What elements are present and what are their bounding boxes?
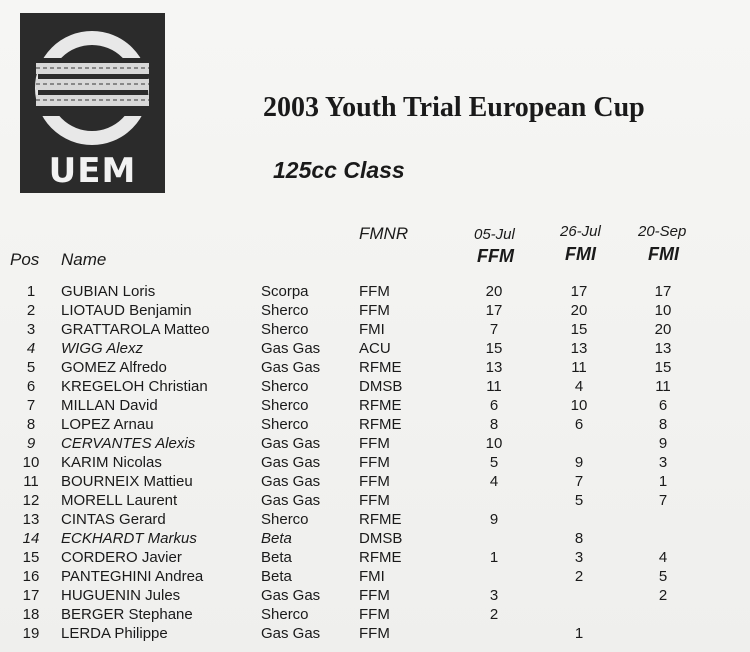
class-subtitle: 125cc Class	[273, 157, 405, 183]
round-3-points-cell: 8	[658, 416, 668, 433]
rider-name-cell: ECKHARDT Markus	[61, 530, 197, 547]
position-cell: 13	[22, 511, 40, 528]
rider-name-cell: WIGG Alexz	[61, 340, 143, 357]
round-3-points-cell: 11	[655, 378, 671, 395]
round-1-points-cell: 5	[489, 454, 499, 471]
round-1-points-cell: 1	[489, 549, 499, 566]
round-2-points-cell: 15	[570, 321, 588, 338]
uem-logo	[20, 13, 165, 193]
bike-make-cell: Gas Gas	[261, 625, 321, 642]
position-cell: 16	[22, 568, 40, 585]
document-title: 2003 Youth Trial European Cup	[263, 92, 645, 123]
position-cell: 6	[26, 378, 36, 395]
table-row	[0, 283, 750, 302]
round-3-points-cell: 3	[658, 454, 668, 471]
bike-make-cell: Gas Gas	[261, 492, 321, 509]
position-cell: 5	[26, 359, 36, 376]
federation-cell: FFM	[359, 283, 390, 300]
position-cell: 9	[26, 435, 36, 452]
bike-make-cell: Gas Gas	[261, 454, 321, 471]
bike-make-cell: Sherco	[261, 321, 309, 338]
position-cell: 12	[22, 492, 40, 509]
position-cell: 17	[22, 587, 40, 604]
round-2-points-cell: 20	[570, 302, 588, 319]
round-2-points-cell: 10	[570, 397, 588, 414]
round-2-points-cell: 8	[574, 530, 584, 547]
federation-cell: FMI	[359, 568, 385, 585]
position-cell: 1	[26, 283, 36, 300]
federation-cell: FMI	[359, 321, 385, 338]
round-2-points-cell: 11	[571, 359, 587, 376]
round-2-points-cell: 4	[574, 378, 584, 395]
name-header: Name	[61, 250, 107, 269]
round-2-points-cell: 2	[574, 568, 584, 585]
round-1-points-cell: 11	[486, 378, 502, 395]
table-row	[0, 435, 750, 454]
rider-name-cell: CORDERO Javier	[61, 549, 182, 566]
federation-cell: RFME	[359, 416, 402, 433]
rider-name-cell: BOURNEIX Mattieu	[61, 473, 193, 490]
federation-header: FMNR	[359, 224, 409, 243]
federation-cell: FFM	[359, 302, 390, 319]
bike-make-cell: Sherco	[261, 416, 309, 433]
bike-make-cell: Sherco	[261, 302, 309, 319]
round-3-points-cell: 20	[654, 321, 672, 338]
bike-make-cell: Sherco	[261, 606, 309, 623]
table-row	[0, 530, 750, 549]
round-3-points-cell: 9	[658, 435, 668, 452]
round-1-points-cell: 4	[489, 473, 499, 490]
round-1-points-cell: 10	[485, 435, 503, 452]
rider-name-cell: CINTAS Gerard	[61, 511, 166, 528]
table-row	[0, 454, 750, 473]
round-1-date: 05-Jul	[474, 226, 515, 243]
round-3-points-cell: 4	[658, 549, 668, 566]
federation-cell: FFM	[359, 606, 390, 623]
round-1-points-cell: 17	[485, 302, 503, 319]
rider-name-cell: BERGER Stephane	[61, 606, 193, 623]
round-2-points-cell: 7	[574, 473, 584, 490]
position-cell: 3	[26, 321, 36, 338]
position-cell: 11	[23, 473, 39, 490]
bike-make-cell: Beta	[261, 549, 292, 566]
round-1-points-cell: 9	[489, 511, 499, 528]
position-cell: 2	[26, 302, 36, 319]
bike-make-cell: Gas Gas	[261, 435, 321, 452]
round-3-points-cell: 5	[658, 568, 668, 585]
rider-name-cell: KREGELOH Christian	[61, 378, 208, 395]
table-row	[0, 397, 750, 416]
table-row	[0, 378, 750, 397]
rider-name-cell: LERDA Philippe	[61, 625, 168, 642]
federation-cell: FFM	[359, 587, 390, 604]
federation-cell: FFM	[359, 492, 390, 509]
table-row	[0, 416, 750, 435]
round-3-points-cell: 17	[654, 283, 672, 300]
bike-make-cell: Gas Gas	[261, 359, 321, 376]
bike-make-cell: Beta	[261, 530, 292, 547]
table-row	[0, 340, 750, 359]
table-row	[0, 302, 750, 321]
round-2-points-cell: 17	[570, 283, 588, 300]
round-3-points-cell: 6	[658, 397, 668, 414]
federation-cell: ACU	[359, 340, 391, 357]
position-cell: 18	[22, 606, 40, 623]
round-1-org: FFM	[477, 246, 514, 266]
rider-name-cell: CERVANTES Alexis	[61, 435, 196, 452]
pos-header: Pos	[10, 250, 40, 269]
position-cell: 4	[26, 340, 36, 357]
round-1-points-cell: 2	[489, 606, 499, 623]
bike-make-cell: Beta	[261, 568, 292, 585]
round-1-points-cell: 3	[489, 587, 499, 604]
position-cell: 10	[22, 454, 40, 471]
table-row	[0, 359, 750, 378]
round-2-points-cell: 13	[570, 340, 588, 357]
table-row	[0, 473, 750, 492]
table-row	[0, 625, 750, 644]
rider-name-cell: MORELL Laurent	[61, 492, 178, 509]
federation-cell: RFME	[359, 359, 402, 376]
rider-name-cell: HUGUENIN Jules	[61, 587, 181, 604]
round-2-date: 26-Jul	[560, 223, 601, 240]
round-3-points-cell: 2	[658, 587, 668, 604]
round-1-points-cell: 6	[489, 397, 499, 414]
table-row	[0, 511, 750, 530]
bike-make-cell: Gas Gas	[261, 340, 321, 357]
rider-name-cell: MILLAN David	[61, 397, 158, 414]
federation-cell: RFME	[359, 511, 402, 528]
position-cell: 7	[26, 397, 36, 414]
table-row	[0, 492, 750, 511]
round-1-points-cell: 13	[485, 359, 503, 376]
federation-cell: DMSB	[359, 530, 403, 547]
round-3-points-cell: 1	[658, 473, 668, 490]
bike-make-cell: Scorpa	[261, 283, 309, 300]
federation-cell: RFME	[359, 397, 402, 414]
bike-make-cell: Sherco	[261, 397, 309, 414]
round-2-points-cell: 9	[574, 454, 584, 471]
round-1-points-cell: 8	[489, 416, 499, 433]
rider-name-cell: GRATTAROLA Matteo	[61, 321, 210, 338]
rider-name-cell: PANTEGHINI Andrea	[61, 568, 204, 585]
round-3-points-cell: 7	[658, 492, 668, 509]
round-2-points-cell: 5	[574, 492, 584, 509]
federation-cell: FFM	[359, 435, 390, 452]
table-row	[0, 606, 750, 625]
rider-name-cell: GUBIAN Loris	[61, 283, 156, 300]
position-cell: 15	[22, 549, 40, 566]
federation-cell: FFM	[359, 625, 390, 642]
table-row	[0, 549, 750, 568]
round-3-org: FMI	[648, 244, 679, 264]
round-1-points-cell: 20	[485, 283, 503, 300]
round-2-points-cell: 6	[574, 416, 584, 433]
round-3-points-cell: 13	[654, 340, 672, 357]
table-row	[0, 568, 750, 587]
rider-name-cell: LOPEZ Arnau	[61, 416, 154, 433]
table-row	[0, 321, 750, 340]
bike-make-cell: Gas Gas	[261, 473, 321, 490]
round-1-points-cell: 7	[489, 321, 499, 338]
federation-cell: FFM	[359, 454, 390, 471]
round-3-points-cell: 10	[654, 302, 672, 319]
round-2-org: FMI	[565, 244, 596, 264]
round-3-date: 20-Sep	[638, 223, 687, 240]
federation-cell: RFME	[359, 549, 402, 566]
bike-make-cell: Gas Gas	[261, 587, 321, 604]
rider-name-cell: KARIM Nicolas	[61, 454, 162, 471]
federation-cell: DMSB	[359, 378, 403, 395]
table-row	[0, 587, 750, 606]
round-2-points-cell: 3	[574, 549, 584, 566]
round-1-points-cell: 15	[485, 340, 503, 357]
position-cell: 8	[26, 416, 36, 433]
position-cell: 14	[22, 530, 40, 547]
federation-cell: FFM	[359, 473, 390, 490]
rider-name-cell: GOMEZ Alfredo	[61, 359, 167, 376]
logo-text: UEM	[48, 151, 137, 191]
bike-make-cell: Sherco	[261, 511, 309, 528]
rider-name-cell: LIOTAUD Benjamin	[61, 302, 192, 319]
round-3-points-cell: 15	[654, 359, 672, 376]
bike-make-cell: Sherco	[261, 378, 309, 395]
round-2-points-cell: 1	[574, 625, 584, 642]
position-cell: 19	[22, 625, 40, 642]
